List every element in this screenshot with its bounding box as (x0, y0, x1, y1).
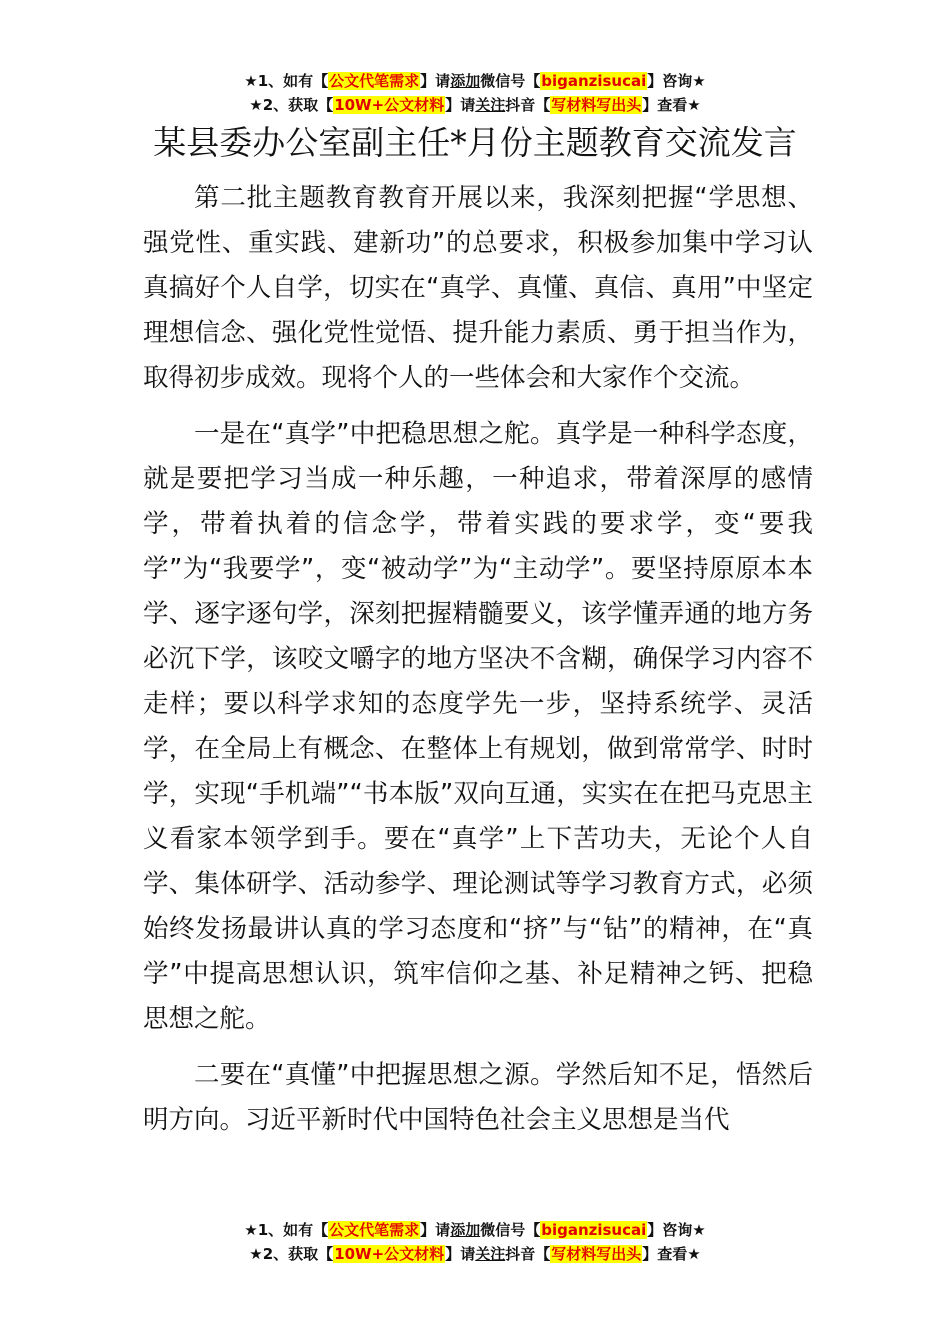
banner-text: ★2、获取【 (249, 96, 334, 114)
banner-underline: 关注 (475, 1245, 506, 1263)
banner-highlight: 10W+公文材料 (334, 96, 445, 114)
banner-highlight: 公文代笔需求 (329, 1221, 420, 1239)
banner-underline: 添加 (450, 1221, 481, 1239)
banner-highlight: 公文代笔需求 (329, 72, 420, 90)
banner-text: ★1、如有【 (244, 1221, 329, 1239)
banner-highlight: 写材料写出头 (551, 1245, 642, 1263)
banner-text: 】咨询★ (647, 1221, 706, 1239)
banner-text: 】查看★ (642, 96, 701, 114)
banner-highlight: biganzisucai (541, 1221, 647, 1239)
banner-text: 】查看★ (642, 1245, 701, 1263)
banner-highlight: 10W+公文材料 (334, 1245, 445, 1263)
paragraph-point-1: 一是在“真学”中把稳思想之舵。真学是一种科学态度，就是要把学习当成一种乐趣，一种追求，带着深厚的感情学，带着执着的信念学，带着实践的要求学，变“要我学”为“我要学”，变“被动学”为“主动学”。要坚持原原本本学、逐字逐句学，深刻把握精髓要义，该学懂弄通的地方务必沉下学，该咬文嚼字的地方坚决不含糊，确保学习内容不走样；要以科学求知的态度学先一步，坚持系统学、灵活学，在全局上有概念、在整体上有规划，做到常常学、时时学，实现“手机端”“书本版”双向互通，实实在在把马克思主义看家本领学到手。要在“真学”上下苦功夫，无论个人自学、集体研学、活动参学、理论测试等学习教育方式，必须始终发扬最讲认真的学习态度和“挤”与“钻”的精神，在“真学”中提高思想认识，筑牢信仰之基、补足精神之钙、把稳思想之舵。 (143, 419, 813, 1034)
paragraph-intro: 第二批主题教育教育开展以来，我深刻把握“学思想、强党性、重实践、建新功”的总要求，积极参加集中学习认真搞好个人自学，切实在“真学、真懂、真信、真用”中坚定理想信念、强化党性觉悟、提升能力素质、勇于担当作为，取得初步成效。现将个人的一些体会和大家作个交流。 (143, 183, 813, 393)
banner-line-1 (0, 1218, 950, 1242)
banner-text: 】请 (445, 1245, 476, 1263)
banner-line-2 (0, 93, 950, 117)
document-title: 某县委办公室副主任*月份主题教育交流发言 (153, 123, 797, 162)
banner-text: 】请 (420, 72, 451, 90)
banner-underline: 添加 (450, 72, 481, 90)
header-banner (0, 69, 950, 117)
banner-text: 】请 (420, 1221, 451, 1239)
banner-text: ★1、如有【 (244, 72, 329, 90)
banner-text: 】请 (445, 96, 476, 114)
footer-banner (0, 1218, 950, 1266)
paragraph-point-2: 二要在“真懂”中把握思想之源。学然后知不足，悟然后明方向。习近平新时代中国特色社会主义思想是当代 (143, 1060, 813, 1135)
banner-text: 抖音【 (505, 1245, 551, 1263)
banner-line-2 (0, 1242, 950, 1266)
banner-underline: 关注 (475, 96, 506, 114)
banner-text: ★2、获取【 (249, 1245, 334, 1263)
banner-text: 微信号【 (480, 72, 541, 90)
document-body (143, 176, 813, 1154)
banner-text: 微信号【 (480, 1221, 541, 1239)
banner-line-1 (0, 69, 950, 93)
banner-highlight: biganzisucai (541, 72, 647, 90)
banner-text: 抖音【 (505, 96, 551, 114)
banner-highlight: 写材料写出头 (551, 96, 642, 114)
banner-text: 】咨询★ (647, 72, 706, 90)
